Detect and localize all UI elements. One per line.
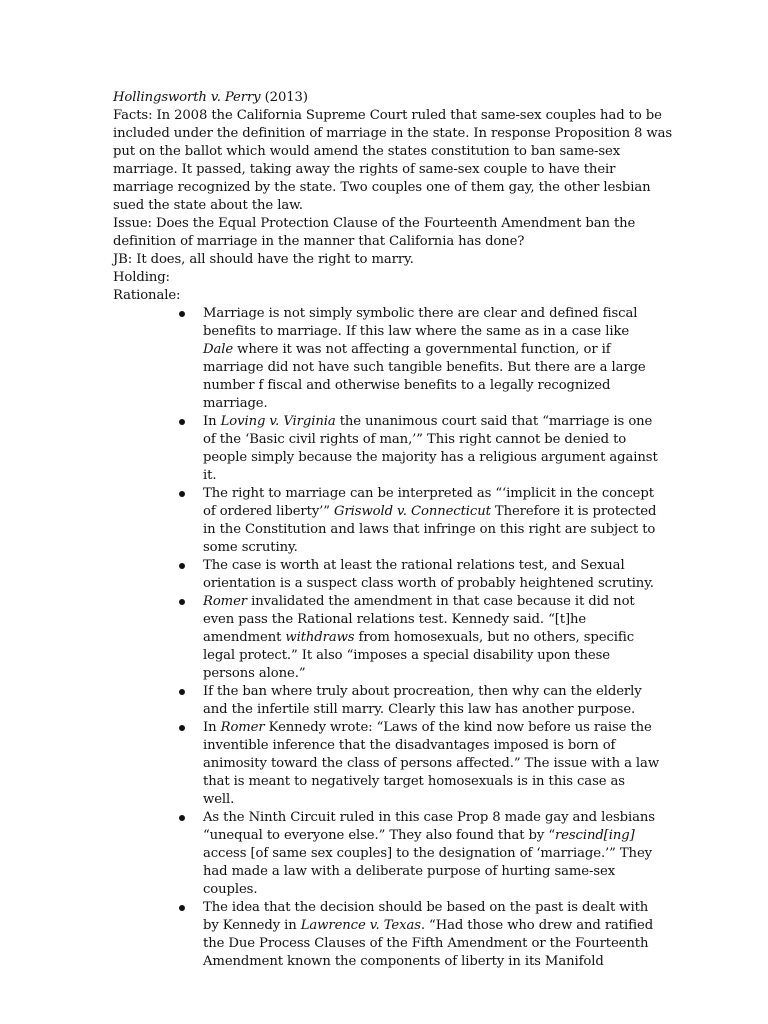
list-item: Marriage is not simply symbolic there are clear and defined fiscal benefits to marriage. If this law where the same as in a case like Dale where it was not affecting a governmental function, or if marriage did not have such tangible benefits. But there are a large number f fiscal and otherwise benefits to a legally recognized marriage. xyxy=(203,306,646,411)
list-item: In Romer Kennedy wrote: “Laws of the kind now before us raise the inventible inference that the disadvantages imposed is born of animosity toward the class of persons affected.” The issue with a law that is meant to negatively target homosexuals is in this case as well. xyxy=(203,720,660,807)
list-item: As the Ninth Circuit ruled in this case Prop 8 made gay and lesbians “unequal to everyone else.” They also found that by “rescind[ing] access [of same sex couples] to the designation of ‘marriage.’” They had made a law with a deliberate purpose of hurting same-sex couples. xyxy=(203,810,655,897)
list-item: The right to marriage can be interpreted as “‘implicit in the concept of ordered liberty’” Griswold v. Connecticut Therefore it is protected in the Constitution and laws that infringe on this right are subject to some scrutiny. xyxy=(203,486,657,555)
case-year: (2013) xyxy=(260,90,308,105)
document-body xyxy=(113,89,673,971)
case-title: Hollingsworth v. Perry xyxy=(113,90,261,105)
rationale-list xyxy=(203,305,659,971)
list-item: Romer invalidated the amendment in that case because it did not even pass the Rational relations test. Kennedy said. “[t]he amendment withdraws from homosexuals, but no others, specific legal protect.” It also “imposes a special disability upon these persons alone.” xyxy=(203,594,635,681)
list-item: The case is worth at least the rational relations test, and Sexual orientation is a suspect class worth of probably heightened scrutiny. xyxy=(203,558,654,591)
list-item: In Loving v. Virginia the unanimous court said that “marriage is one of the ‘Basic civil rights of man,’” This right cannot be denied to people simply because the majority has a religious argument against it. xyxy=(203,414,658,483)
jb-paragraph: JB: It does, all should have the right to marry. xyxy=(113,252,414,267)
list-item: If the ban where truly about procreation, then why can the elderly and the infertile still marry. Clearly this law has another purpose. xyxy=(203,684,642,717)
list-item: The idea that the decision should be based on the past is dealt with by Kennedy in Lawrence v. Texas. “Had those who drew and ratified the Due Process Clauses of the Fifth Amendment or the Fourteenth Amendment known the components of liberty in its Manifold xyxy=(203,900,654,969)
issue-paragraph: Issue: Does the Equal Protection Clause of the Fourteenth Amendment ban the definition of marriage in the manner that California has done? xyxy=(113,216,636,249)
holding-label: Holding: xyxy=(113,270,170,285)
case-heading xyxy=(113,89,673,107)
facts-paragraph: Facts: In 2008 the California Supreme Court ruled that same-sex couples had to be included under the definition of marriage in the state. In response Proposition 8 was put on the ballot which would amend the states constitution to ban same-sex marriage. It passed, taking away the rights of same-sex couple to have their marriage recognized by the state. Two couples one of them gay, the other lesbian sued the state about the law. xyxy=(113,108,673,213)
rationale-label: Rationale: xyxy=(113,288,181,303)
